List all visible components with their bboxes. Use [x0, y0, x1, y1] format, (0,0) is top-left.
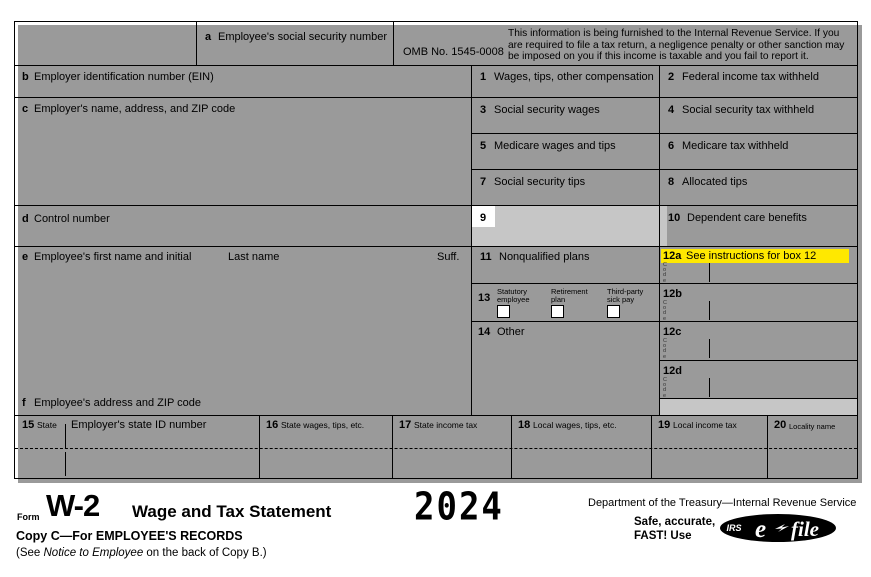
box-12a-code-tick — [709, 263, 710, 282]
box-11-number: 11 — [480, 251, 492, 263]
code-letter-c: C — [663, 300, 667, 306]
code-letter-c: C — [663, 262, 667, 268]
box-13-thirdparty-label-line1: Third-party — [607, 287, 644, 296]
box-19-label: Local income tax — [673, 420, 737, 430]
vrule-main-split — [471, 65, 472, 415]
rule-56 — [471, 169, 858, 170]
box-e-last-name-label: Last name — [228, 251, 280, 263]
box-8-number: 8 — [668, 176, 675, 188]
box-6-label: Medicare tax withheld — [682, 140, 789, 152]
omb-number: OMB No. 1545-0008 — [403, 46, 504, 58]
rule-bottom — [14, 478, 858, 479]
footer-department: Department of the Treasury—Internal Revenue Service — [588, 497, 857, 509]
box-19-number: 19 — [658, 419, 671, 431]
box-d-letter: d — [22, 213, 29, 225]
code-letter-o: o — [663, 267, 667, 274]
box-11-label: Nonqualified plans — [499, 251, 590, 263]
box-b-label: Employer identification number (EIN) — [34, 71, 214, 83]
box-12b-code-letters — [663, 301, 670, 322]
box-6-number: 6 — [668, 140, 675, 152]
code-letter-d: d — [663, 310, 667, 317]
box-e-suffix-label: Suff. — [437, 251, 460, 263]
rule-b — [14, 97, 858, 98]
footer-notice-line — [16, 546, 267, 560]
box-13-thirdparty-label-line2: sick pay — [607, 295, 635, 304]
box-15-employer-state-id-label: Employer's state ID number — [71, 419, 207, 431]
footer-form-number: W-2 — [46, 488, 100, 523]
code-letter-e: e — [663, 392, 667, 399]
code-letter-o: o — [663, 343, 667, 350]
rule-15 — [14, 415, 858, 416]
box-1-number: 1 — [480, 71, 487, 83]
box-14-number: 14 — [478, 326, 491, 338]
box-12d-code-tick — [709, 378, 710, 397]
code-letter-o: o — [663, 382, 667, 389]
box-13-retirement-label-line1: Retirement — [551, 287, 588, 296]
box-12c-code-tick — [709, 339, 710, 358]
box-10-label: Dependent care benefits — [687, 212, 807, 224]
box-13-third-party-sick-pay-checkbox[interactable] — [607, 305, 620, 318]
rule-d — [14, 205, 858, 206]
box-e-letter: e — [22, 251, 29, 263]
box-12a-instructions: See instructions for box 12 — [686, 250, 817, 262]
box-3-number: 3 — [480, 104, 487, 116]
box-8-label: Allocated tips — [682, 176, 748, 188]
code-letter-d: d — [663, 348, 667, 355]
code-letter-e: e — [663, 277, 667, 284]
box-20-number: 20 — [774, 419, 787, 431]
footer-safe-line-1: Safe, accurate, — [634, 516, 716, 528]
box-14-label: Other — [497, 326, 525, 338]
box-1-label: Wages, tips, other compensation — [494, 71, 654, 83]
box-12a-code-letters — [663, 263, 670, 284]
vrule-right-split — [659, 65, 660, 415]
vrule-a-left — [196, 21, 197, 66]
box-5-label: Medicare wages and tips — [494, 140, 616, 152]
box-c-label: Employer's name, address, and ZIP code — [34, 103, 236, 115]
state-local-dashed-divider — [15, 448, 857, 449]
box-3-label: Social security wages — [494, 104, 600, 116]
vrule-17 — [392, 415, 393, 478]
notice-italic-title: Notice to Employee — [43, 547, 144, 559]
footer-form-word: Form — [17, 512, 40, 522]
box-a-letter: a — [205, 31, 212, 43]
box-9-number: 9 — [480, 212, 487, 224]
vrule-20 — [767, 415, 768, 478]
box-16-number: 16 — [266, 419, 279, 431]
box-a-label: Employee's social security number — [218, 31, 388, 43]
form-footer — [0, 484, 871, 577]
box-12b-label: 12b — [663, 288, 682, 300]
box-13-retirement-label-line2: plan — [551, 295, 566, 304]
footer-form-title: Wage and Tax Statement — [132, 502, 332, 521]
box-13-statutory-label-line1: Statutory — [497, 287, 528, 296]
box-5-number: 5 — [480, 140, 487, 152]
box-4-number: 4 — [668, 104, 675, 116]
box-15-state-label: State — [37, 420, 57, 430]
box-13-number: 13 — [478, 292, 491, 304]
footer-copy-line: Copy C—For EMPLOYEE'S RECORDS — [16, 529, 243, 543]
code-letter-o: o — [663, 305, 667, 312]
box-12a-label: 12a — [663, 250, 682, 262]
code-letter-d: d — [663, 272, 667, 279]
box-16-label: State wages, tips, etc. — [281, 420, 365, 430]
box-17-number: 17 — [399, 419, 412, 431]
rule-a — [14, 65, 858, 66]
box-10-number: 10 — [668, 212, 681, 224]
notice-suffix: on the back of Copy B.) — [143, 547, 267, 559]
vrule-16 — [259, 415, 260, 478]
state-field-tick — [65, 424, 66, 448]
box-2-number: 2 — [668, 71, 675, 83]
tax-year: 2024 — [414, 484, 504, 530]
box-20-label: Locality name — [789, 422, 836, 431]
rule-12d — [659, 360, 858, 361]
box-12d-label: 12d — [663, 365, 682, 377]
state-field-tick-lower — [65, 452, 66, 476]
efile-logo-irs-text: IRS — [726, 523, 742, 533]
efile-logo-file-text: file — [791, 517, 819, 541]
notice-prefix: (See — [16, 547, 44, 559]
code-letter-e: e — [663, 353, 667, 360]
box-c-letter: c — [22, 103, 29, 115]
box-7-number: 7 — [480, 176, 487, 188]
code-letter-e: e — [663, 315, 667, 322]
irs-notice-text: This information is being furnished to the Internal Revenue Service. If you are required to file a tax return, a negligence penalty or other sanction may be imposed on you if this income is taxable and you fail to report it. — [508, 28, 845, 63]
box-7-label: Social security tips — [494, 176, 586, 188]
box-f-letter: f — [22, 397, 26, 409]
box-13-statutory-label-line2: employee — [497, 295, 530, 304]
irs-efile-logo — [719, 513, 837, 543]
box-15-number: 15 — [22, 419, 35, 431]
rule-12d-bottom — [659, 398, 858, 399]
box-12c-label: 12c — [663, 326, 682, 338]
rule-e — [14, 246, 858, 247]
vrule-omb — [393, 21, 394, 66]
box-12b-code-tick — [709, 301, 710, 320]
efile-logo-e-text: e — [755, 516, 767, 543]
code-letter-c: C — [663, 338, 667, 344]
rule-34 — [471, 133, 858, 134]
vrule-18 — [511, 415, 512, 478]
vrule-19 — [651, 415, 652, 478]
box-12c-code-letters — [663, 339, 670, 360]
box-13-statutory-employee-checkbox[interactable] — [497, 305, 510, 318]
box-18-label: Local wages, tips, etc. — [533, 420, 617, 430]
box-18-number: 18 — [518, 419, 531, 431]
box-12d-code-letters — [663, 378, 670, 399]
box-2-label: Federal income tax withheld — [682, 71, 819, 83]
code-letter-d: d — [663, 387, 667, 394]
box-e-label: Employee's first name and initial — [34, 251, 192, 263]
box-b-letter: b — [22, 71, 29, 83]
box-4-label: Social security tax withheld — [682, 104, 815, 116]
box-d-label: Control number — [34, 213, 110, 225]
box-13-retirement-plan-checkbox[interactable] — [551, 305, 564, 318]
box-f-label: Employee's address and ZIP code — [34, 397, 201, 409]
code-letter-c: C — [663, 377, 667, 383]
box-17-label: State income tax — [414, 420, 478, 430]
footer-safe-line-2: FAST! Use — [634, 530, 692, 542]
